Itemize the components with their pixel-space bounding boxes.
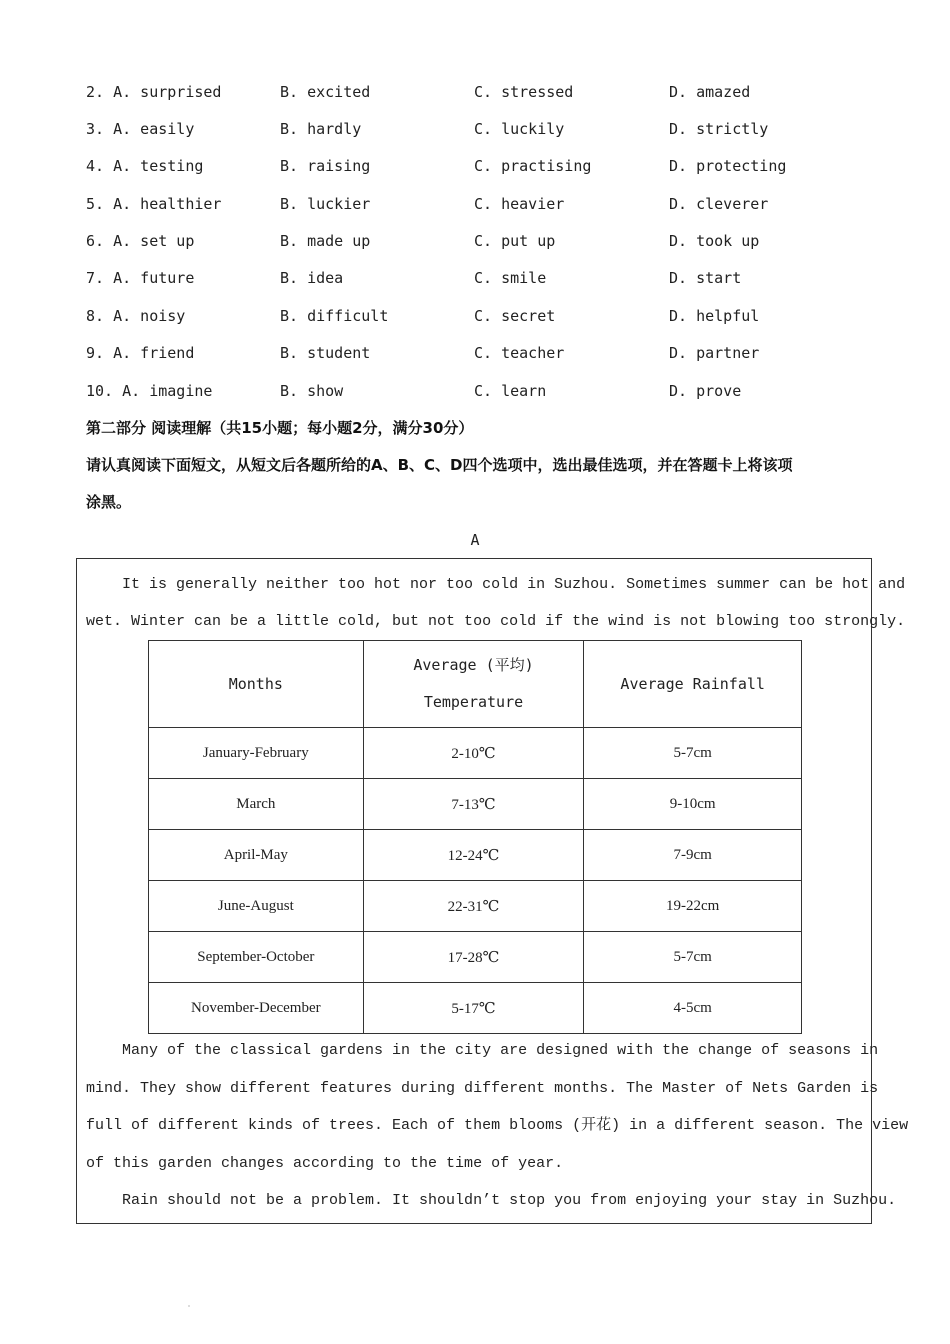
question-row — [86, 379, 886, 403]
option-d: D. strictly — [669, 120, 769, 138]
option-a: 9. A. friend — [86, 344, 195, 362]
header-months: Months — [149, 641, 364, 728]
passage-body-line: Many of the classical gardens in the city are designed with the change of seasons in — [86, 1042, 879, 1059]
question-row — [86, 341, 886, 365]
cell-temp: 5-17℃ — [363, 983, 584, 1034]
option-c: C. stressed — [474, 83, 574, 101]
cell-rain: 5-7cm — [584, 728, 802, 779]
cell-temp: 12-24℃ — [363, 830, 584, 881]
cell-months: June-August — [149, 881, 364, 932]
weather-table — [148, 640, 802, 1034]
option-a: 8. A. noisy — [86, 307, 186, 325]
option-c: C. practising — [474, 157, 592, 175]
table-header-row — [149, 641, 802, 728]
section-heading: 第二部分 阅读理解（共15小题；每小题2分，满分30分） — [86, 419, 474, 437]
cell-rain: 4-5cm — [584, 983, 802, 1034]
page-speck — [188, 1305, 190, 1307]
option-c: C. put up — [474, 232, 556, 250]
option-d: D. took up — [669, 232, 760, 250]
cell-months: November-December — [149, 983, 364, 1034]
option-d: D. start — [669, 269, 742, 287]
passage-body-line: Rain should not be a problem. It shouldn’t stop you from enjoying your stay in Suzhou. — [86, 1192, 897, 1209]
question-row — [86, 304, 886, 328]
option-a: 10. A. imagine — [86, 382, 213, 400]
cell-months: March — [149, 779, 364, 830]
header-rainfall: Average Rainfall — [584, 641, 802, 728]
question-row — [86, 117, 886, 141]
question-row — [86, 266, 886, 290]
table-row — [149, 932, 802, 983]
table-row — [149, 779, 802, 830]
option-c: C. luckily — [474, 120, 565, 138]
cell-rain: 19-22cm — [584, 881, 802, 932]
option-d: D. partner — [669, 344, 760, 362]
passage-label: A — [470, 531, 480, 549]
question-row — [86, 154, 886, 178]
cell-temp: 7-13℃ — [363, 779, 584, 830]
passage-intro-line: wet. Winter can be a little cold, but not too cold if the wind is not blowing too strongly. — [86, 613, 906, 630]
option-d: D. amazed — [669, 83, 751, 101]
cell-temp: 22-31℃ — [363, 881, 584, 932]
option-a: 3. A. easily — [86, 120, 195, 138]
option-a: 2. A. surprised — [86, 83, 222, 101]
cell-rain: 9-10cm — [584, 779, 802, 830]
question-row — [86, 229, 886, 253]
option-b: B. made up — [280, 232, 371, 250]
table-row — [149, 830, 802, 881]
option-a: 5. A. healthier — [86, 195, 222, 213]
passage-body-line: full of different kinds of trees. Each of them blooms (开花) in a different season. The view — [86, 1117, 909, 1134]
option-a: 7. A. future — [86, 269, 195, 287]
option-d: D. protecting — [669, 157, 787, 175]
passage-intro-line: It is generally neither too hot nor too cold in Suzhou. Sometimes summer can be hot and — [86, 576, 906, 593]
option-d: D. cleverer — [669, 195, 769, 213]
cell-temp: 17-28℃ — [363, 932, 584, 983]
passage-body-line: mind. They show different features during different months. The Master of Nets Garden is — [86, 1080, 879, 1097]
cell-months: January-February — [149, 728, 364, 779]
option-c: C. smile — [474, 269, 547, 287]
option-b: B. excited — [280, 83, 371, 101]
option-c: C. learn — [474, 382, 547, 400]
cell-temp: 2-10℃ — [363, 728, 584, 779]
option-c: C. heavier — [474, 195, 565, 213]
option-b: B. luckier — [280, 195, 371, 213]
header-temperature: Average (平均) Temperature — [363, 641, 584, 728]
question-row — [86, 192, 886, 216]
passage-body-line: of this garden changes according to the time of year. — [86, 1155, 564, 1172]
option-d: D. prove — [669, 382, 742, 400]
option-b: B. idea — [280, 269, 344, 287]
option-b: B. student — [280, 344, 371, 362]
option-a: 4. A. testing — [86, 157, 204, 175]
option-b: B. raising — [280, 157, 371, 175]
cell-months: April-May — [149, 830, 364, 881]
cell-rain: 7-9cm — [584, 830, 802, 881]
option-b: B. show — [280, 382, 344, 400]
option-b: B. hardly — [280, 120, 362, 138]
table-row — [149, 881, 802, 932]
option-b: B. difficult — [280, 307, 389, 325]
option-c: C. secret — [474, 307, 556, 325]
section-instruction-cont: 涂黑。 — [86, 493, 132, 511]
option-d: D. helpful — [669, 307, 760, 325]
section-instruction: 请认真阅读下面短文，从短文后各题所给的A、B、C、D四个选项中，选出最佳选项，并在答题卡上将该项 — [86, 456, 793, 474]
option-a: 6. A. set up — [86, 232, 195, 250]
question-row — [86, 80, 886, 104]
cell-rain: 5-7cm — [584, 932, 802, 983]
option-c: C. teacher — [474, 344, 565, 362]
table-row — [149, 728, 802, 779]
cell-months: September-October — [149, 932, 364, 983]
table-row — [149, 983, 802, 1034]
